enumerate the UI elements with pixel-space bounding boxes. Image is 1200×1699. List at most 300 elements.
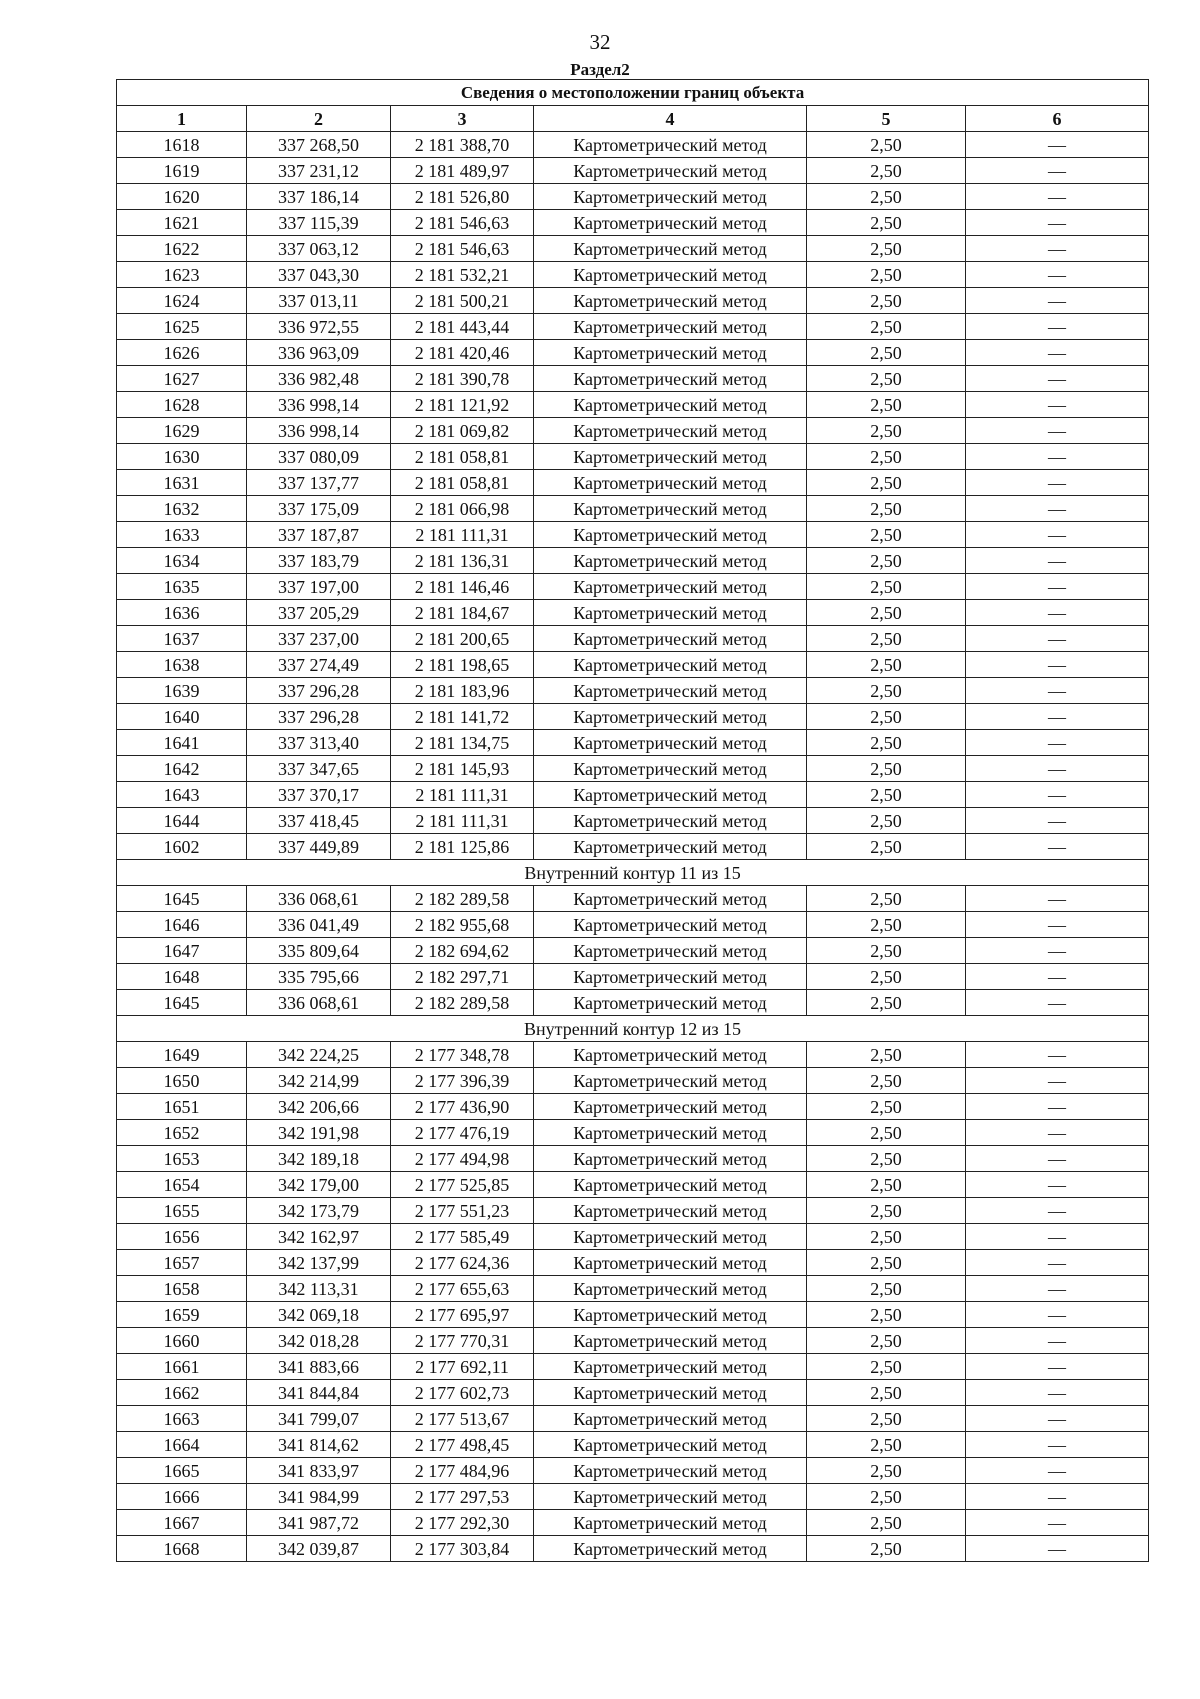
cell-description: — xyxy=(966,652,1149,678)
cell-description: — xyxy=(966,1146,1149,1172)
cell-accuracy: 2,50 xyxy=(807,314,966,340)
cell-method: Картометрический метод xyxy=(534,1484,807,1510)
cell-method: Картометрический метод xyxy=(534,834,807,860)
cell-accuracy: 2,50 xyxy=(807,1458,966,1484)
cell-accuracy: 2,50 xyxy=(807,1068,966,1094)
cell-description: — xyxy=(966,340,1149,366)
cell-method: Картометрический метод xyxy=(534,1042,807,1068)
cell-x-coordinate: 337 274,49 xyxy=(247,652,391,678)
cell-x-coordinate: 342 162,97 xyxy=(247,1224,391,1250)
cell-description: — xyxy=(966,1484,1149,1510)
table-row xyxy=(117,756,1149,782)
cell-x-coordinate: 337 296,28 xyxy=(247,678,391,704)
table-row xyxy=(117,1224,1149,1250)
cell-point-number: 1653 xyxy=(117,1146,247,1172)
cell-description: — xyxy=(966,912,1149,938)
cell-accuracy: 2,50 xyxy=(807,1198,966,1224)
cell-accuracy: 2,50 xyxy=(807,990,966,1016)
cell-method: Картометрический метод xyxy=(534,236,807,262)
cell-description: — xyxy=(966,600,1149,626)
cell-x-coordinate: 337 137,77 xyxy=(247,470,391,496)
table-row xyxy=(117,600,1149,626)
cell-y-coordinate: 2 177 396,39 xyxy=(391,1068,534,1094)
cell-y-coordinate: 2 181 183,96 xyxy=(391,678,534,704)
cell-x-coordinate: 337 063,12 xyxy=(247,236,391,262)
cell-x-coordinate: 337 115,39 xyxy=(247,210,391,236)
cell-x-coordinate: 342 189,18 xyxy=(247,1146,391,1172)
cell-description: — xyxy=(966,1250,1149,1276)
cell-y-coordinate: 2 182 297,71 xyxy=(391,964,534,990)
table-row xyxy=(117,808,1149,834)
cell-y-coordinate: 2 181 146,46 xyxy=(391,574,534,600)
cell-point-number: 1655 xyxy=(117,1198,247,1224)
cell-point-number: 1645 xyxy=(117,886,247,912)
cell-description: — xyxy=(966,730,1149,756)
cell-description: — xyxy=(966,1380,1149,1406)
cell-x-coordinate: 341 987,72 xyxy=(247,1510,391,1536)
cell-point-number: 1632 xyxy=(117,496,247,522)
cell-point-number: 1640 xyxy=(117,704,247,730)
cell-description: — xyxy=(966,236,1149,262)
table-row xyxy=(117,444,1149,470)
cell-method: Картометрический метод xyxy=(534,574,807,600)
table-row xyxy=(117,132,1149,158)
cell-accuracy: 2,50 xyxy=(807,600,966,626)
cell-accuracy: 2,50 xyxy=(807,756,966,782)
cell-x-coordinate: 336 998,14 xyxy=(247,392,391,418)
table-row xyxy=(117,210,1149,236)
cell-y-coordinate: 2 181 121,92 xyxy=(391,392,534,418)
cell-description: — xyxy=(966,574,1149,600)
cell-method: Картометрический метод xyxy=(534,1224,807,1250)
cell-x-coordinate: 337 080,09 xyxy=(247,444,391,470)
cell-method: Картометрический метод xyxy=(534,1406,807,1432)
cell-point-number: 1638 xyxy=(117,652,247,678)
cell-accuracy: 2,50 xyxy=(807,1172,966,1198)
cell-method: Картометрический метод xyxy=(534,158,807,184)
cell-description: — xyxy=(966,366,1149,392)
cell-description: — xyxy=(966,834,1149,860)
cell-description: — xyxy=(966,1536,1149,1562)
cell-description: — xyxy=(966,1224,1149,1250)
cell-point-number: 1622 xyxy=(117,236,247,262)
cell-x-coordinate: 335 809,64 xyxy=(247,938,391,964)
cell-point-number: 1666 xyxy=(117,1484,247,1510)
cell-x-coordinate: 342 039,87 xyxy=(247,1536,391,1562)
cell-x-coordinate: 337 175,09 xyxy=(247,496,391,522)
table-row xyxy=(117,1042,1149,1068)
cell-method: Картометрический метод xyxy=(534,314,807,340)
table-row xyxy=(117,392,1149,418)
cell-point-number: 1645 xyxy=(117,990,247,1016)
cell-point-number: 1602 xyxy=(117,834,247,860)
cell-accuracy: 2,50 xyxy=(807,1328,966,1354)
cell-method: Картометрический метод xyxy=(534,756,807,782)
cell-method: Картометрический метод xyxy=(534,522,807,548)
cell-method: Картометрический метод xyxy=(534,1068,807,1094)
cell-method: Картометрический метод xyxy=(534,1276,807,1302)
cell-accuracy: 2,50 xyxy=(807,444,966,470)
cell-point-number: 1664 xyxy=(117,1432,247,1458)
cell-accuracy: 2,50 xyxy=(807,392,966,418)
cell-method: Картометрический метод xyxy=(534,1172,807,1198)
cell-accuracy: 2,50 xyxy=(807,834,966,860)
cell-x-coordinate: 337 197,00 xyxy=(247,574,391,600)
cell-x-coordinate: 342 018,28 xyxy=(247,1328,391,1354)
cell-point-number: 1630 xyxy=(117,444,247,470)
cell-method: Картометрический метод xyxy=(534,626,807,652)
table-row xyxy=(117,548,1149,574)
boundary-coordinates-table xyxy=(116,79,1149,1562)
cell-accuracy: 2,50 xyxy=(807,184,966,210)
table-row xyxy=(117,1458,1149,1484)
cell-point-number: 1650 xyxy=(117,1068,247,1094)
cell-point-number: 1651 xyxy=(117,1094,247,1120)
cell-point-number: 1625 xyxy=(117,314,247,340)
cell-y-coordinate: 2 177 551,23 xyxy=(391,1198,534,1224)
cell-accuracy: 2,50 xyxy=(807,548,966,574)
cell-x-coordinate: 337 183,79 xyxy=(247,548,391,574)
cell-accuracy: 2,50 xyxy=(807,730,966,756)
cell-x-coordinate: 337 043,30 xyxy=(247,262,391,288)
cell-method: Картометрический метод xyxy=(534,704,807,730)
cell-description: — xyxy=(966,418,1149,444)
table-row xyxy=(117,496,1149,522)
cell-accuracy: 2,50 xyxy=(807,1484,966,1510)
cell-y-coordinate: 2 177 303,84 xyxy=(391,1536,534,1562)
table-row xyxy=(117,418,1149,444)
cell-x-coordinate: 336 068,61 xyxy=(247,990,391,1016)
cell-accuracy: 2,50 xyxy=(807,522,966,548)
cell-method: Картометрический метод xyxy=(534,392,807,418)
cell-method: Картометрический метод xyxy=(534,1380,807,1406)
cell-point-number: 1646 xyxy=(117,912,247,938)
cell-y-coordinate: 2 181 066,98 xyxy=(391,496,534,522)
cell-description: — xyxy=(966,262,1149,288)
column-header: 3 xyxy=(391,106,534,132)
cell-description: — xyxy=(966,496,1149,522)
table-row xyxy=(117,1380,1149,1406)
table-caption: Сведения о местоположении границ объекта xyxy=(117,80,1149,106)
cell-y-coordinate: 2 181 388,70 xyxy=(391,132,534,158)
cell-accuracy: 2,50 xyxy=(807,1146,966,1172)
contour-label: Внутренний контур 12 из 15 xyxy=(117,1016,1149,1042)
table-caption-row xyxy=(117,80,1149,106)
cell-method: Картометрический метод xyxy=(534,418,807,444)
column-header: 5 xyxy=(807,106,966,132)
cell-method: Картометрический метод xyxy=(534,990,807,1016)
cell-accuracy: 2,50 xyxy=(807,496,966,522)
cell-x-coordinate: 341 883,66 xyxy=(247,1354,391,1380)
cell-point-number: 1649 xyxy=(117,1042,247,1068)
table-row xyxy=(117,1068,1149,1094)
cell-accuracy: 2,50 xyxy=(807,366,966,392)
cell-point-number: 1661 xyxy=(117,1354,247,1380)
cell-accuracy: 2,50 xyxy=(807,236,966,262)
cell-y-coordinate: 2 181 489,97 xyxy=(391,158,534,184)
column-header: 4 xyxy=(534,106,807,132)
table-header-row xyxy=(117,106,1149,132)
cell-y-coordinate: 2 181 200,65 xyxy=(391,626,534,652)
cell-method: Картометрический метод xyxy=(534,1250,807,1276)
cell-accuracy: 2,50 xyxy=(807,912,966,938)
cell-description: — xyxy=(966,132,1149,158)
cell-point-number: 1627 xyxy=(117,366,247,392)
table-row xyxy=(117,288,1149,314)
table-row xyxy=(117,574,1149,600)
contour-heading-row xyxy=(117,860,1149,886)
cell-description: — xyxy=(966,288,1149,314)
cell-description: — xyxy=(966,470,1149,496)
table-row xyxy=(117,704,1149,730)
cell-description: — xyxy=(966,1406,1149,1432)
column-header: 1 xyxy=(117,106,247,132)
cell-y-coordinate: 2 177 655,63 xyxy=(391,1276,534,1302)
cell-description: — xyxy=(966,158,1149,184)
table-row xyxy=(117,782,1149,808)
cell-method: Картометрический метод xyxy=(534,1094,807,1120)
cell-accuracy: 2,50 xyxy=(807,886,966,912)
cell-point-number: 1663 xyxy=(117,1406,247,1432)
cell-x-coordinate: 341 984,99 xyxy=(247,1484,391,1510)
cell-y-coordinate: 2 181 058,81 xyxy=(391,444,534,470)
table-row xyxy=(117,1328,1149,1354)
table-row xyxy=(117,964,1149,990)
cell-method: Картометрический метод xyxy=(534,730,807,756)
column-header: 6 xyxy=(966,106,1149,132)
cell-method: Картометрический метод xyxy=(534,210,807,236)
cell-accuracy: 2,50 xyxy=(807,262,966,288)
cell-method: Картометрический метод xyxy=(534,1120,807,1146)
cell-description: — xyxy=(966,626,1149,652)
cell-y-coordinate: 2 181 136,31 xyxy=(391,548,534,574)
cell-method: Картометрический метод xyxy=(534,366,807,392)
cell-x-coordinate: 337 205,29 xyxy=(247,600,391,626)
cell-point-number: 1643 xyxy=(117,782,247,808)
table-row xyxy=(117,834,1149,860)
cell-point-number: 1626 xyxy=(117,340,247,366)
cell-description: — xyxy=(966,1042,1149,1068)
cell-method: Картометрический метод xyxy=(534,1354,807,1380)
cell-description: — xyxy=(966,1172,1149,1198)
cell-y-coordinate: 2 181 111,31 xyxy=(391,522,534,548)
table-row xyxy=(117,522,1149,548)
cell-x-coordinate: 342 113,31 xyxy=(247,1276,391,1302)
cell-point-number: 1621 xyxy=(117,210,247,236)
table-row xyxy=(117,1536,1149,1562)
cell-point-number: 1659 xyxy=(117,1302,247,1328)
cell-y-coordinate: 2 177 525,85 xyxy=(391,1172,534,1198)
cell-x-coordinate: 337 370,17 xyxy=(247,782,391,808)
cell-y-coordinate: 2 182 955,68 xyxy=(391,912,534,938)
cell-description: — xyxy=(966,314,1149,340)
cell-description: — xyxy=(966,938,1149,964)
cell-description: — xyxy=(966,964,1149,990)
cell-method: Картометрический метод xyxy=(534,132,807,158)
cell-method: Картометрический метод xyxy=(534,496,807,522)
cell-accuracy: 2,50 xyxy=(807,1432,966,1458)
cell-accuracy: 2,50 xyxy=(807,132,966,158)
cell-accuracy: 2,50 xyxy=(807,1224,966,1250)
cell-y-coordinate: 2 182 694,62 xyxy=(391,938,534,964)
cell-x-coordinate: 342 191,98 xyxy=(247,1120,391,1146)
cell-x-coordinate: 342 224,25 xyxy=(247,1042,391,1068)
cell-description: — xyxy=(966,444,1149,470)
cell-description: — xyxy=(966,548,1149,574)
cell-point-number: 1631 xyxy=(117,470,247,496)
table-row xyxy=(117,1250,1149,1276)
cell-y-coordinate: 2 177 624,36 xyxy=(391,1250,534,1276)
cell-method: Картометрический метод xyxy=(534,808,807,834)
cell-accuracy: 2,50 xyxy=(807,470,966,496)
contour-heading-row xyxy=(117,1016,1149,1042)
cell-x-coordinate: 341 814,62 xyxy=(247,1432,391,1458)
cell-x-coordinate: 336 963,09 xyxy=(247,340,391,366)
cell-y-coordinate: 2 181 134,75 xyxy=(391,730,534,756)
cell-x-coordinate: 337 268,50 xyxy=(247,132,391,158)
cell-x-coordinate: 337 013,11 xyxy=(247,288,391,314)
cell-x-coordinate: 337 187,87 xyxy=(247,522,391,548)
cell-x-coordinate: 337 347,65 xyxy=(247,756,391,782)
cell-point-number: 1634 xyxy=(117,548,247,574)
cell-accuracy: 2,50 xyxy=(807,1250,966,1276)
cell-y-coordinate: 2 177 436,90 xyxy=(391,1094,534,1120)
cell-y-coordinate: 2 177 602,73 xyxy=(391,1380,534,1406)
table-row xyxy=(117,262,1149,288)
cell-method: Картометрический метод xyxy=(534,652,807,678)
table-row xyxy=(117,678,1149,704)
cell-accuracy: 2,50 xyxy=(807,1042,966,1068)
cell-description: — xyxy=(966,782,1149,808)
cell-method: Картометрический метод xyxy=(534,548,807,574)
cell-method: Картометрический метод xyxy=(534,782,807,808)
cell-y-coordinate: 2 177 695,97 xyxy=(391,1302,534,1328)
contour-label: Внутренний контур 11 из 15 xyxy=(117,860,1149,886)
cell-method: Картометрический метод xyxy=(534,340,807,366)
cell-accuracy: 2,50 xyxy=(807,782,966,808)
table-body xyxy=(117,132,1149,1562)
cell-accuracy: 2,50 xyxy=(807,1302,966,1328)
cell-accuracy: 2,50 xyxy=(807,626,966,652)
cell-accuracy: 2,50 xyxy=(807,288,966,314)
table-row xyxy=(117,1406,1149,1432)
cell-x-coordinate: 342 206,66 xyxy=(247,1094,391,1120)
cell-method: Картометрический метод xyxy=(534,262,807,288)
cell-point-number: 1667 xyxy=(117,1510,247,1536)
table-row xyxy=(117,652,1149,678)
cell-method: Картометрический метод xyxy=(534,1198,807,1224)
cell-description: — xyxy=(966,886,1149,912)
cell-accuracy: 2,50 xyxy=(807,210,966,236)
cell-point-number: 1658 xyxy=(117,1276,247,1302)
cell-point-number: 1657 xyxy=(117,1250,247,1276)
cell-method: Картометрический метод xyxy=(534,1536,807,1562)
cell-y-coordinate: 2 181 145,93 xyxy=(391,756,534,782)
cell-y-coordinate: 2 181 058,81 xyxy=(391,470,534,496)
cell-point-number: 1629 xyxy=(117,418,247,444)
cell-y-coordinate: 2 177 513,67 xyxy=(391,1406,534,1432)
cell-y-coordinate: 2 181 125,86 xyxy=(391,834,534,860)
cell-point-number: 1654 xyxy=(117,1172,247,1198)
cell-point-number: 1665 xyxy=(117,1458,247,1484)
cell-point-number: 1656 xyxy=(117,1224,247,1250)
table-row xyxy=(117,158,1149,184)
cell-point-number: 1639 xyxy=(117,678,247,704)
cell-y-coordinate: 2 177 297,53 xyxy=(391,1484,534,1510)
table-row xyxy=(117,1276,1149,1302)
cell-point-number: 1635 xyxy=(117,574,247,600)
table-row xyxy=(117,1354,1149,1380)
cell-y-coordinate: 2 181 111,31 xyxy=(391,782,534,808)
cell-y-coordinate: 2 177 494,98 xyxy=(391,1146,534,1172)
cell-y-coordinate: 2 177 476,19 xyxy=(391,1120,534,1146)
cell-point-number: 1633 xyxy=(117,522,247,548)
table-row xyxy=(117,1302,1149,1328)
cell-description: — xyxy=(966,678,1149,704)
table-row xyxy=(117,340,1149,366)
cell-x-coordinate: 342 179,00 xyxy=(247,1172,391,1198)
cell-y-coordinate: 2 177 292,30 xyxy=(391,1510,534,1536)
cell-accuracy: 2,50 xyxy=(807,1094,966,1120)
table-row xyxy=(117,990,1149,1016)
cell-point-number: 1644 xyxy=(117,808,247,834)
cell-y-coordinate: 2 177 348,78 xyxy=(391,1042,534,1068)
cell-accuracy: 2,50 xyxy=(807,418,966,444)
cell-description: — xyxy=(966,1068,1149,1094)
cell-method: Картометрический метод xyxy=(534,470,807,496)
cell-accuracy: 2,50 xyxy=(807,1536,966,1562)
cell-point-number: 1641 xyxy=(117,730,247,756)
cell-accuracy: 2,50 xyxy=(807,678,966,704)
cell-accuracy: 2,50 xyxy=(807,340,966,366)
cell-point-number: 1648 xyxy=(117,964,247,990)
table-row xyxy=(117,314,1149,340)
cell-point-number: 1652 xyxy=(117,1120,247,1146)
cell-y-coordinate: 2 181 546,63 xyxy=(391,210,534,236)
cell-description: — xyxy=(966,990,1149,1016)
cell-description: — xyxy=(966,392,1149,418)
cell-point-number: 1668 xyxy=(117,1536,247,1562)
cell-x-coordinate: 337 313,40 xyxy=(247,730,391,756)
cell-y-coordinate: 2 181 420,46 xyxy=(391,340,534,366)
table-row xyxy=(117,1120,1149,1146)
cell-description: — xyxy=(966,1120,1149,1146)
table-row xyxy=(117,1198,1149,1224)
cell-description: — xyxy=(966,522,1149,548)
cell-method: Картометрический метод xyxy=(534,938,807,964)
cell-point-number: 1637 xyxy=(117,626,247,652)
cell-accuracy: 2,50 xyxy=(807,704,966,730)
cell-accuracy: 2,50 xyxy=(807,1510,966,1536)
table-row xyxy=(117,1484,1149,1510)
cell-point-number: 1662 xyxy=(117,1380,247,1406)
cell-y-coordinate: 2 177 585,49 xyxy=(391,1224,534,1250)
cell-point-number: 1624 xyxy=(117,288,247,314)
cell-method: Картометрический метод xyxy=(534,964,807,990)
cell-x-coordinate: 342 069,18 xyxy=(247,1302,391,1328)
cell-accuracy: 2,50 xyxy=(807,1380,966,1406)
cell-y-coordinate: 2 181 390,78 xyxy=(391,366,534,392)
table-row xyxy=(117,886,1149,912)
cell-x-coordinate: 342 137,99 xyxy=(247,1250,391,1276)
cell-x-coordinate: 341 833,97 xyxy=(247,1458,391,1484)
cell-description: — xyxy=(966,756,1149,782)
cell-method: Картометрический метод xyxy=(534,912,807,938)
cell-y-coordinate: 2 181 141,72 xyxy=(391,704,534,730)
cell-description: — xyxy=(966,704,1149,730)
cell-x-coordinate: 336 041,49 xyxy=(247,912,391,938)
table-row xyxy=(117,366,1149,392)
